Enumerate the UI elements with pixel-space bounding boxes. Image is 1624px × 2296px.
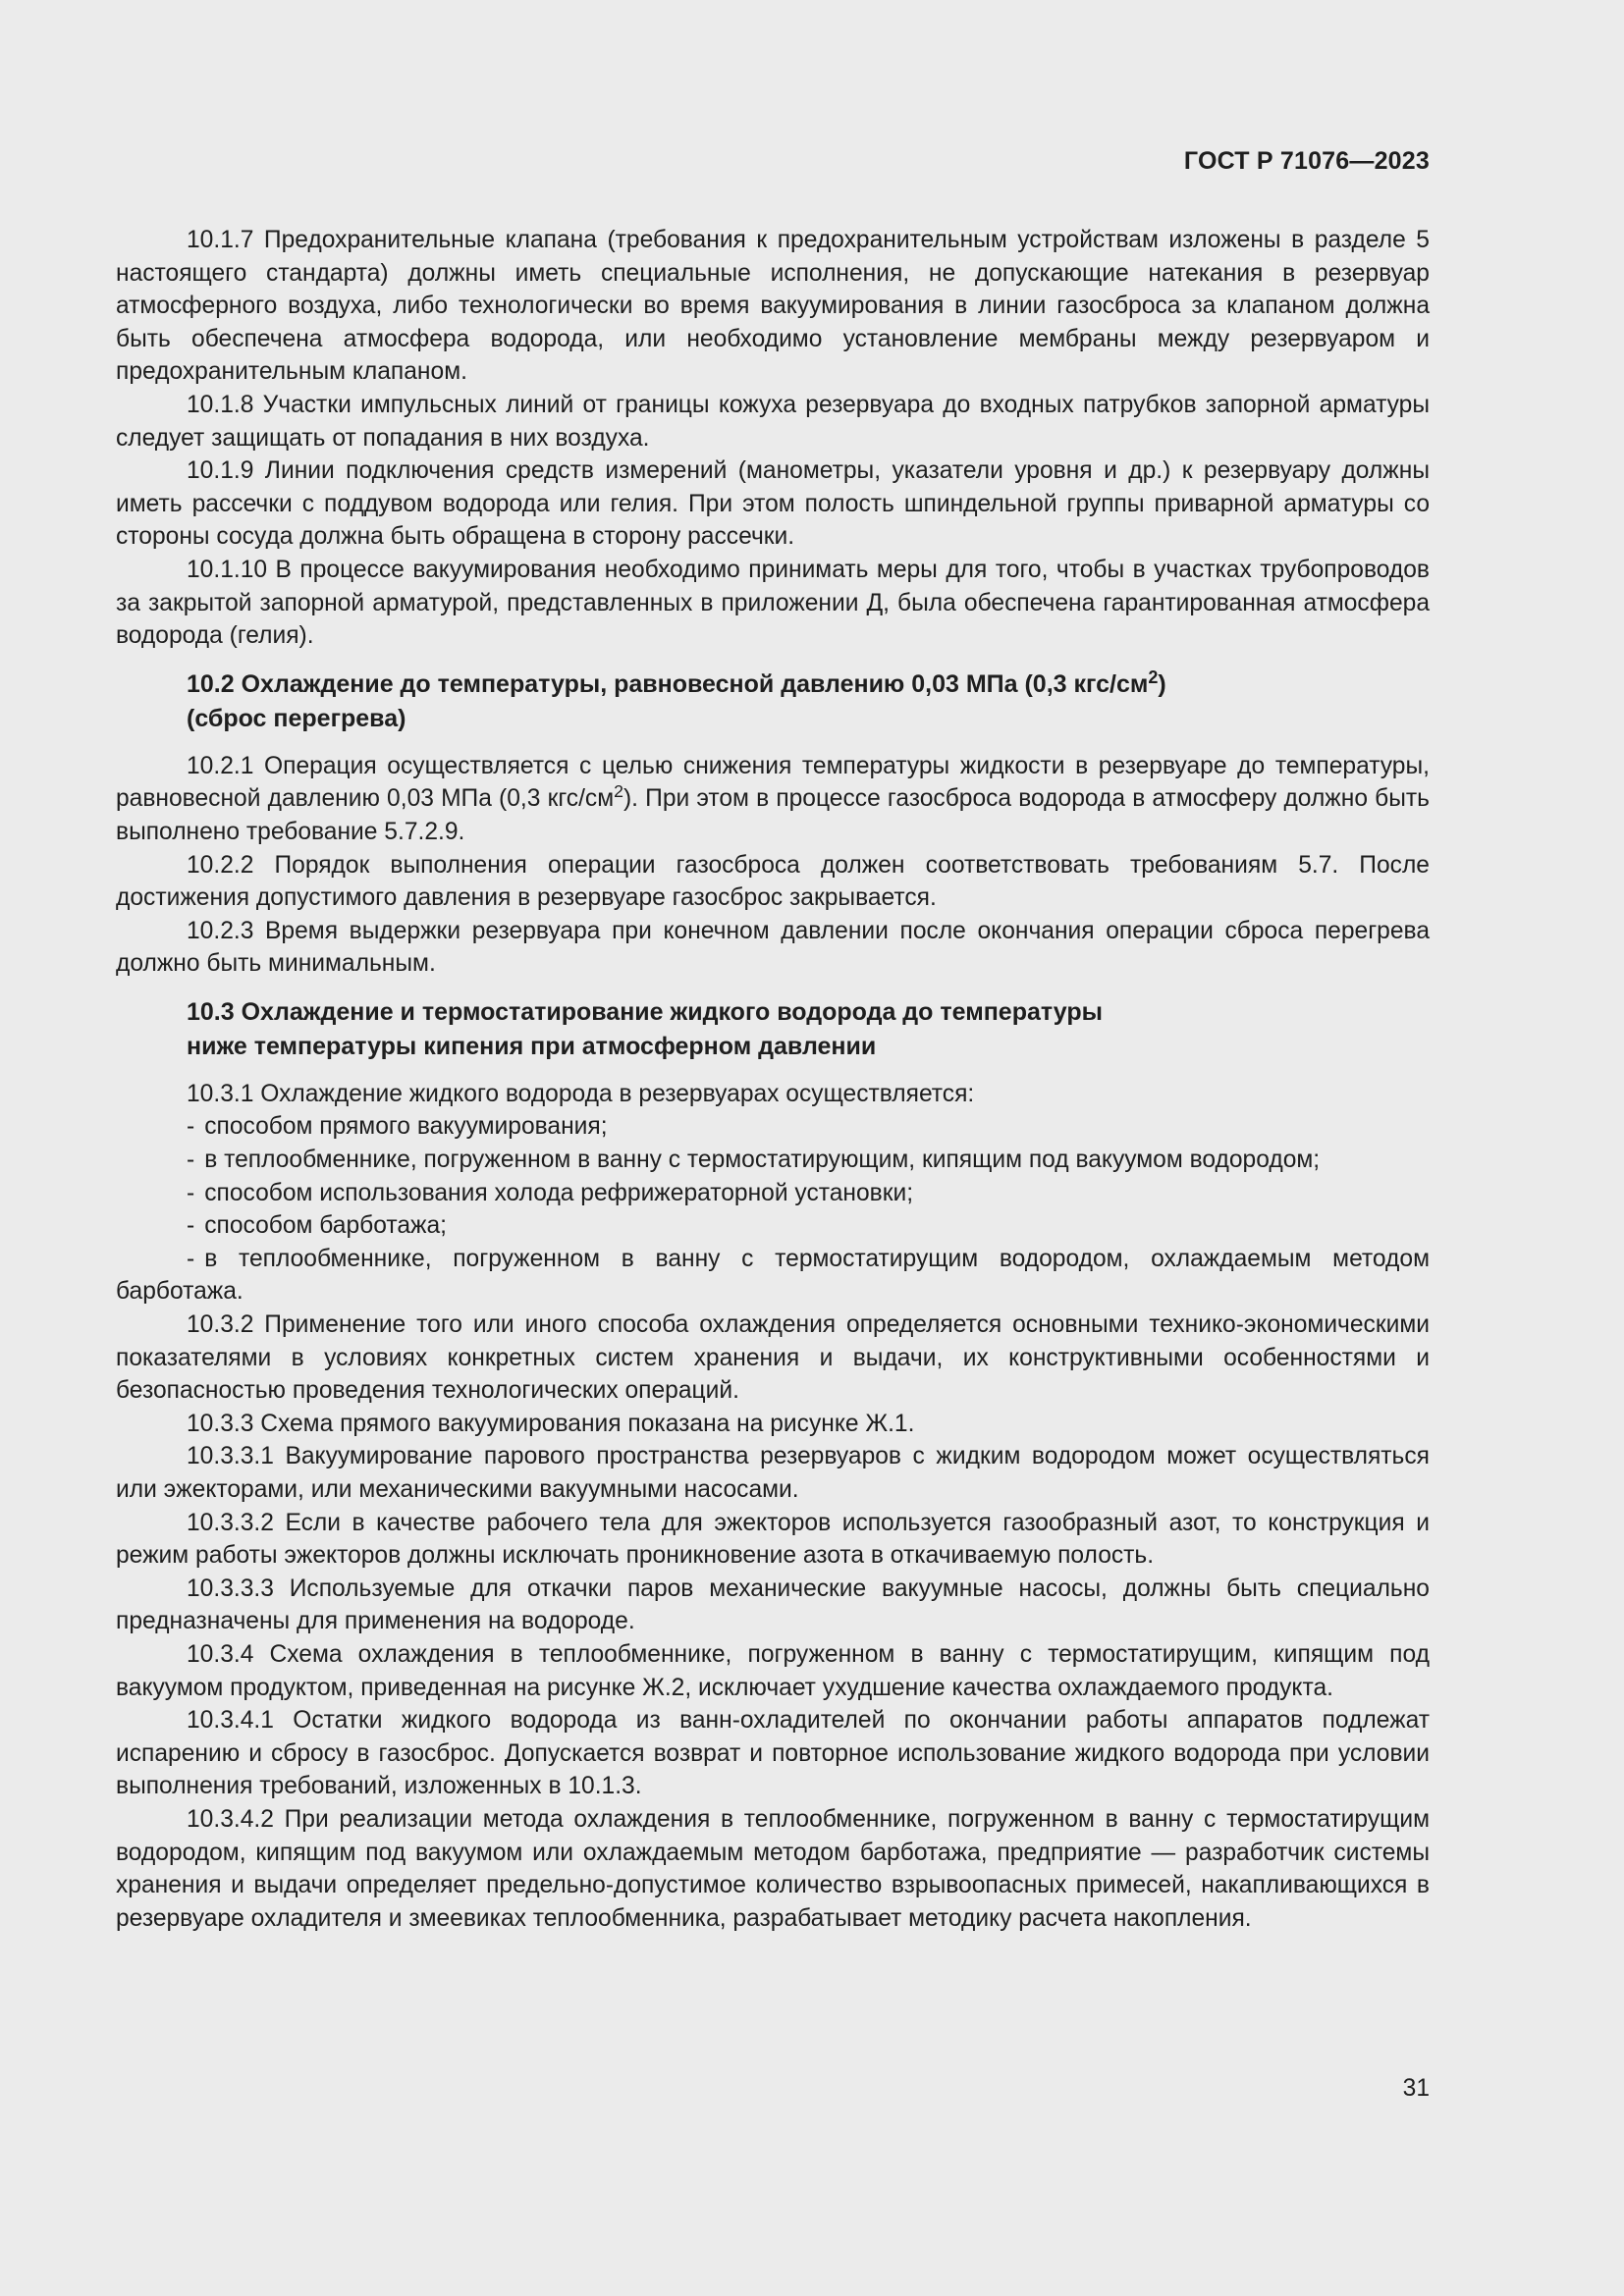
document-header: ГОСТ Р 71076—2023 — [1183, 147, 1430, 175]
paragraph-10-3-4-1: 10.3.4.1 Остатки жидкого водорода из ванн-охладителей по окончании работы аппаратов подлежат испарению и сбросу в газосброс. Допускается возврат и повторное использование жидкого водорода при условии выполнения требований, изложенных в 10.1.3. — [116, 1707, 1430, 1800]
paragraph-text-continued: ). При этом в процессе газосброса водорода в атмосферу должно быть выполнено требование 5.7.2.9. — [116, 785, 1430, 845]
list-dash: - — [187, 1147, 195, 1174]
paragraph-10-3-3-1: 10.3.3.1 Вакуумирование парового пространства резервуаров с жидким водородом может осуществляться или эжекторами, или механическими вакуумными насосами. — [116, 1443, 1430, 1503]
paragraph-10-1-8: 10.1.8 Участки импульсных линий от границы кожуха резервуара до входных патрубков запорной арматуры следует защищать от попадания в них воздуха. — [116, 391, 1430, 452]
section-heading-10-2 — [187, 667, 1430, 736]
paragraph-10-1-9: 10.1.9 Линии подключения средств измерений (манометры, указатели уровня и др.) к резервуару должны иметь рассечки с поддувом водорода или гелия. При этом полость шпиндельной группы приварной арматуры со стороны сосуда должна быть обращена в сторону рассечки. — [116, 457, 1430, 551]
list-item — [116, 1110, 1430, 1144]
paragraph-10-2-1 — [116, 750, 1430, 849]
list-item — [116, 1177, 1430, 1210]
paragraph-10-3-3-2: 10.3.3.2 Если в качестве рабочего тела для эжекторов используется газообразный азот, то конструкция и режим работы эжекторов должны исключать проникновение азота в откачиваемую полость. — [116, 1509, 1430, 1570]
list-item — [116, 1243, 1430, 1308]
superscript: 2 — [1148, 667, 1159, 687]
paragraph-10-3-4: 10.3.4 Схема охлаждения в теплообменнике, погруженном в ванну с термостатирущим, кипящим под вакуумом продуктом, приведенная на рисунке Ж.2, исключает ухудшение качества охлаждаемого продукта. — [116, 1640, 1430, 1701]
paragraph-10-3-3-3: 10.3.3.3 Используемые для откачки паров механические вакуумные насосы, должны быть специально предназначены для применения на водороде. — [116, 1575, 1430, 1635]
paragraph-10-3-1: 10.3.1 Охлаждение жидкого водорода в резервуарах осуществляется: — [187, 1080, 975, 1107]
paragraph-10-1-10: 10.1.10 В процессе вакуумирования необходимо принимать меры для того, чтобы в участках трубопроводов за закрытой запорной арматурой, представленных в приложении Д, была обеспечена гарантированная атмосфера водорода (гелия). — [116, 556, 1430, 650]
heading-text: 10.2 Охлаждение до температуры, равновесной давлению 0,03 МПа (0,3 кгс/см — [187, 669, 1149, 698]
section-heading-10-3-line2: ниже температуры кипения при атмосферном давлении — [187, 1032, 877, 1060]
section-heading-10-3-line1: 10.3 Охлаждение и термостатирование жидкого водорода до температуры — [187, 997, 1103, 1026]
paragraph-10-3-3: 10.3.3 Схема прямого вакуумирования показана на рисунке Ж.1. — [187, 1410, 915, 1437]
list-item-text: способом барботажа; — [204, 1212, 447, 1240]
list-dash: - — [187, 1113, 195, 1141]
paragraph-10-2-2: 10.2.2 Порядок выполнения операции газосброса должен соответствовать требованиям 5.7. После достижения допустимого давления в резервуаре газосброс закрывается. — [116, 851, 1430, 912]
paragraph-10-3-2: 10.3.2 Применение того или иного способа охлаждения определяется основными технико-экономическими показателями в условиях конкретных систем хранения и выдачи, их конструктивными особенностями и безопасностью проведения технологических операций. — [116, 1311, 1430, 1405]
list-item-text: в теплообменнике, погруженном в ванну с термостатирующим, кипящим под вакуумом водородом; — [204, 1147, 1321, 1174]
list-item — [116, 1144, 1430, 1177]
superscript: 2 — [614, 781, 623, 802]
paragraph-10-3-4-2: 10.3.4.2 При реализации метода охлаждения в теплообменнике, погруженном в ванну с термостатирущим водородом, кипящим под вакуумом или охлаждаемым методом барботажа, предприятие — разработчик системы хранения и выдачи определяет предельно-допустимое количество взрывоопасных примесей, накапливающихся в резервуаре охладителя и змеевиках теплообменника, разрабатывает методику расчета накопления. — [116, 1805, 1430, 1932]
document-page — [116, 0, 1430, 2296]
paragraph-10-1-7: 10.1.7 Предохранительные клапана (требования к предохранительным устройствам изложены в разделе 5 настоящего стандарта) должны иметь специальные исполнения, не допускающие натекания в резервуар атмосферного воздуха, либо технологически во время вакуумирования в линии газосброса за клапаном должна быть обеспечена атмосфера водорода, или необходимо установление мембраны между резервуаром и предохранительным клапаном. — [116, 227, 1430, 386]
list-dash: - — [187, 1245, 195, 1272]
paragraph-text: 10.2.1 Операция осуществляется с целью снижения температуры жидкости в резервуаре до температуры, равновесной давлению 0,03 МПа (0,3 кгс/см — [116, 752, 1430, 813]
document-body — [116, 224, 1430, 1935]
list-dash: - — [187, 1179, 195, 1206]
list-item — [116, 1209, 1430, 1243]
section-heading-10-2-line2: (сброс перегрева) — [187, 704, 406, 732]
section-heading-10-3 — [187, 995, 1430, 1064]
list-item-text: в теплообменнике, погруженном в ванну с термостатирущим водородом, охлаждаемым методом барботажа. — [116, 1245, 1430, 1306]
list-item-text: способом использования холода рефрижераторной установки; — [204, 1179, 914, 1206]
paragraph-10-2-3: 10.2.3 Время выдержки резервуара при конечном давлении после окончания операции сброса перегрева должно быть минимальным. — [116, 917, 1430, 978]
section-heading-10-2-line1 — [187, 667, 1430, 702]
list-dash: - — [187, 1212, 195, 1240]
list-item-text: способом прямого вакуумирования; — [204, 1113, 608, 1141]
heading-text-close: ) — [1158, 669, 1166, 698]
page-number: 31 — [1402, 2075, 1430, 2102]
